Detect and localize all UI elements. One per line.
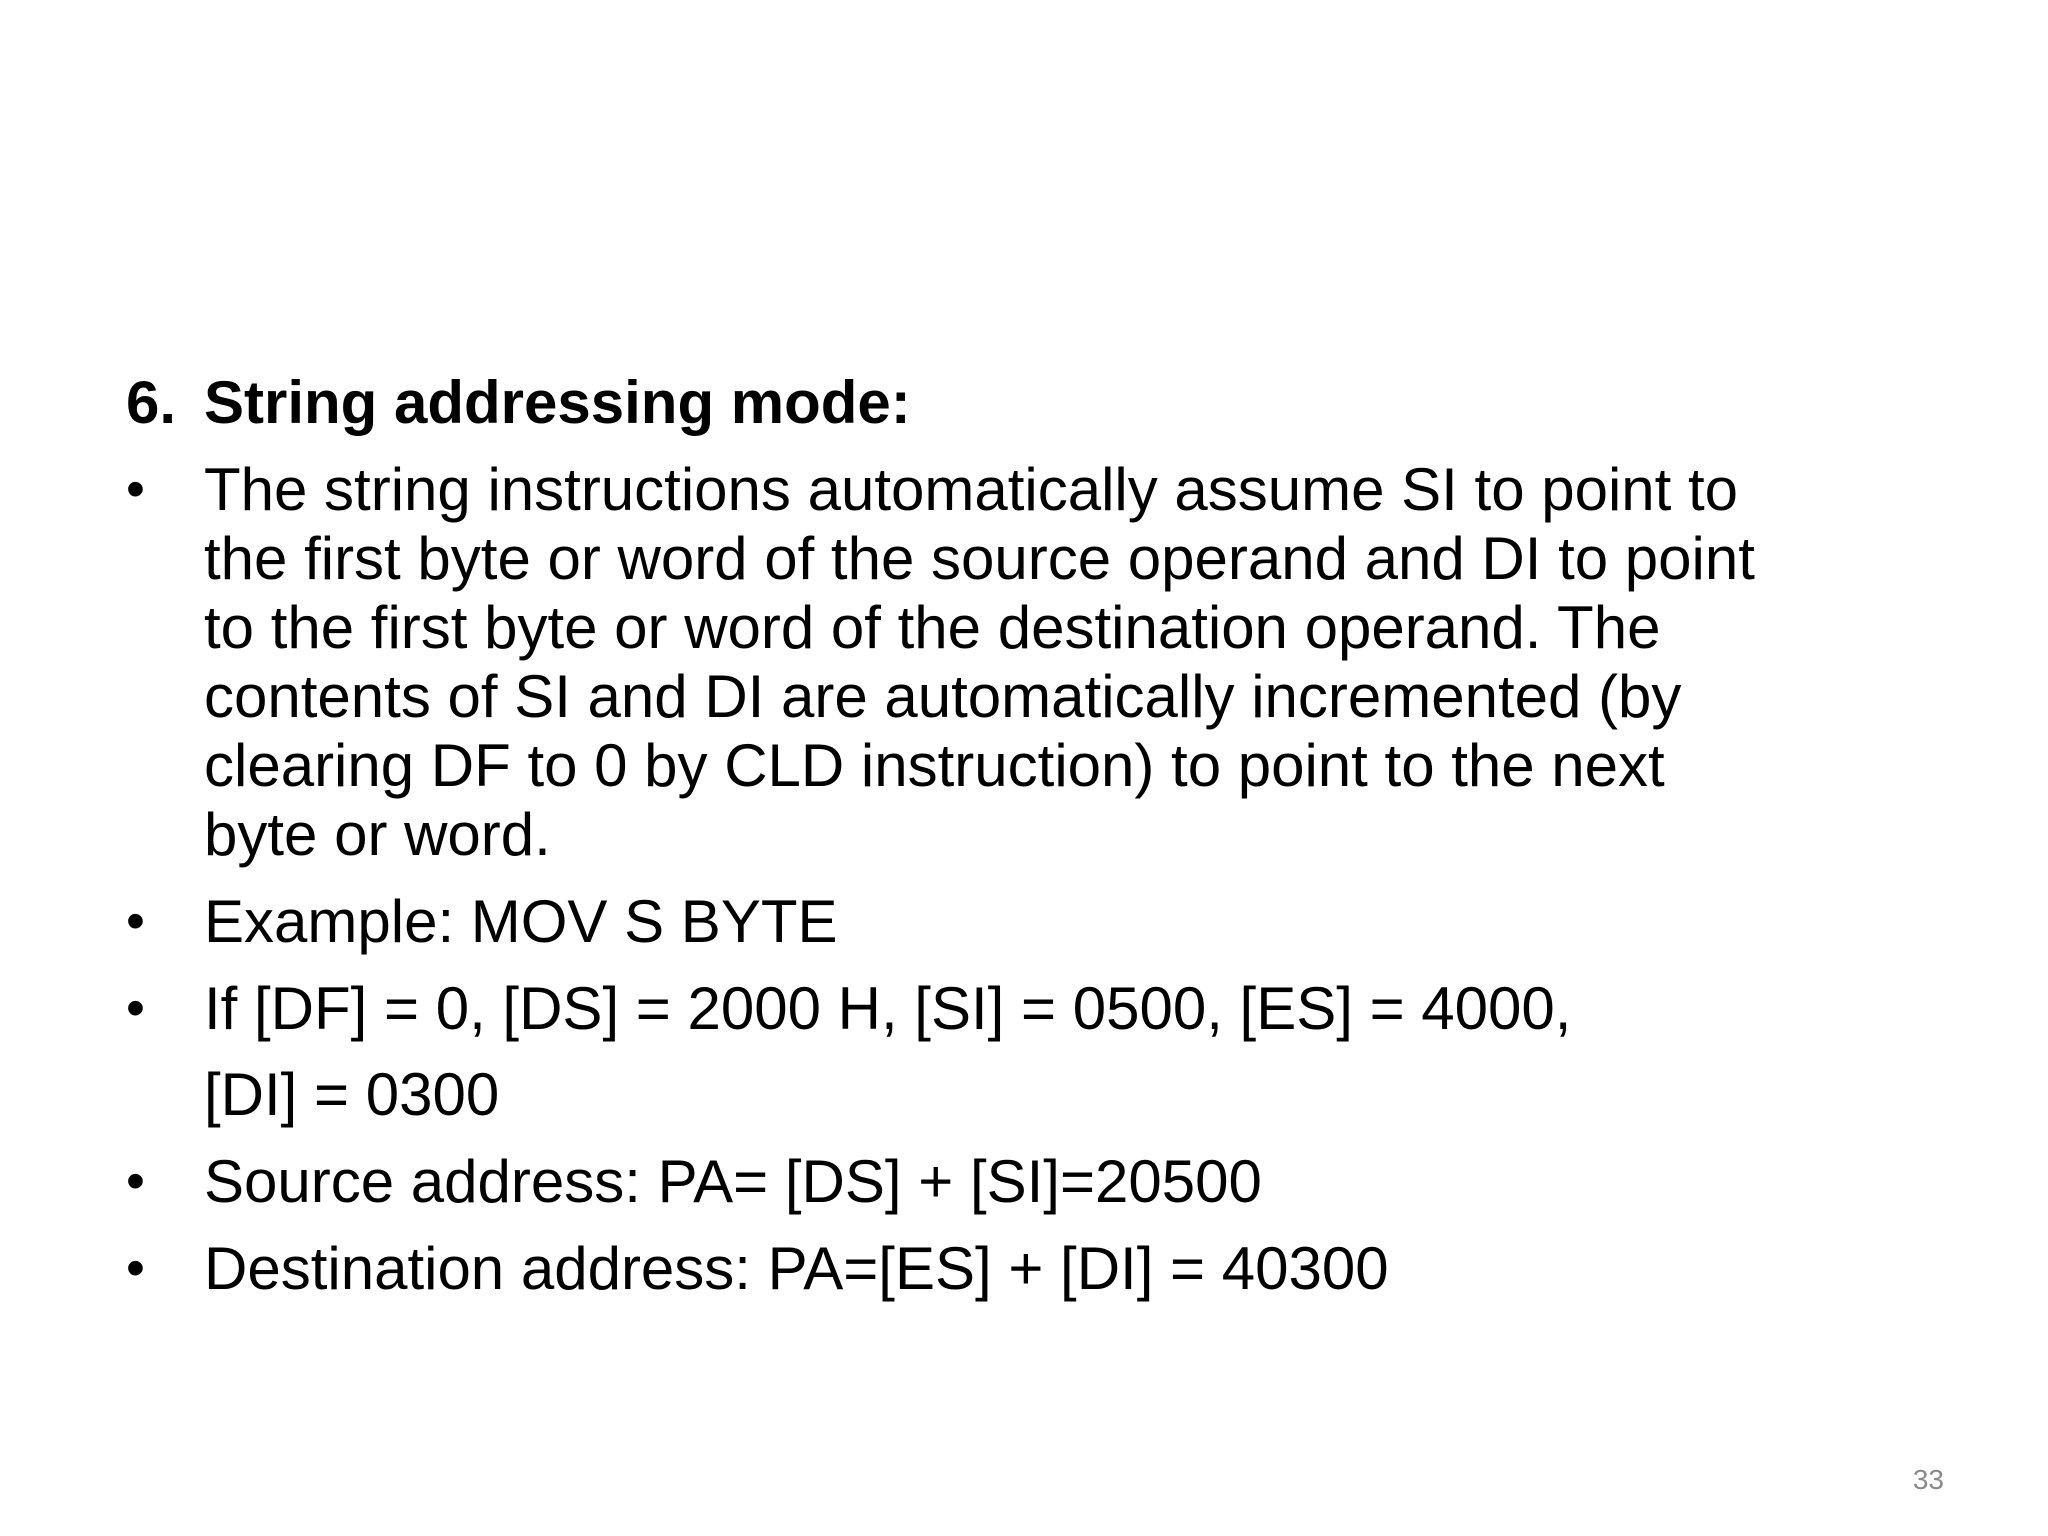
bullet-marker: • [126,459,145,519]
bullet-line: clearing DF to 0 by CLD instruction) to point to the next [204,732,1665,799]
bullet-line: contents of SI and DI are automatically incremented (by [204,663,1682,730]
bullet-line: [DI] = 0300 [204,1061,500,1128]
bullet-item [126,1147,1966,1216]
bullet-item [126,1234,1966,1303]
bullet-marker: • [126,1238,145,1298]
bullet-line: the first byte or word of the source operand and DI to point [204,525,1755,592]
bullet-line: Source address: PA= [DS] + [SI]=20500 [204,1148,1262,1215]
bullet-line: byte or word. [204,801,551,868]
page-number: 33 [1912,1464,1944,1495]
bullet-line: to the first byte or word of the destination operand. The [204,594,1661,661]
bullet-item [126,887,1966,956]
bullet-marker: • [126,1151,145,1211]
bullet-text [204,974,1571,1129]
section-heading [126,368,1966,437]
bullet-line: The string instructions automatically assume SI to point to [204,456,1739,523]
bullet-text [204,455,1755,869]
bullet-item [126,455,1966,869]
heading-number: 6. [126,369,177,436]
bullet-line: If [DF] = 0, [DS] = 2000 H, [SI] = 0500, [ES] = 4000, [204,975,1572,1042]
bullet-line: Example: MOV S BYTE [204,888,838,955]
bullet-marker: • [126,978,145,1038]
bullet-marker: • [126,891,145,951]
heading-title: String addressing mode: [204,369,911,436]
bullet-line: Destination address: PA=[ES] + [DI] = 40300 [204,1235,1389,1302]
bullet-item [126,974,1966,1129]
slide-body [126,368,1966,1303]
